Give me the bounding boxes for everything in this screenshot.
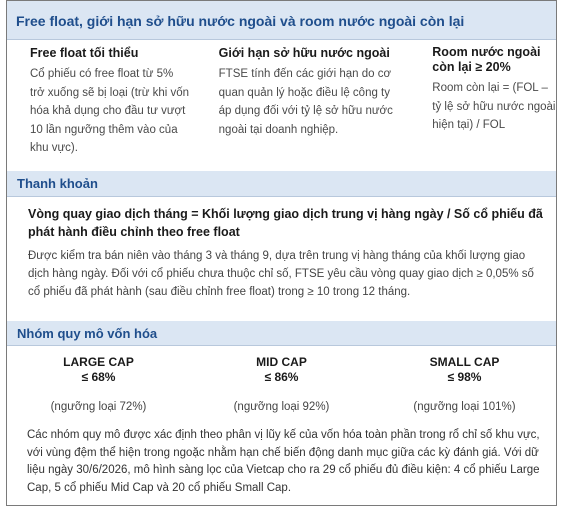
criterion-body: Room còn lại = (FOL – tỷ lệ sở hữu nước ngoài hiện tại) / FOL xyxy=(432,82,556,131)
size-group-name: LARGE CAP xyxy=(63,355,134,369)
size-group-limit: ≤ 68% xyxy=(81,370,116,384)
size-note: Các nhóm quy mô được xác định theo phân vị lũy kế của vốn hóa toàn phần trong rổ chỉ số khu vực, với vùng đệm thể hiện trong ngoặc nhằm hạn chế biến động danh mục giữa các kỳ đánh giá. Với dữ liệu ngày 30/6/2026, mô hình sàng lọc của Vietcap cho ra 29 cổ phiếu đủ điều kiện: 4 cổ phiếu Large Cap, 5 cổ phiếu Mid Cap và 20 cổ phiếu Small Cap. xyxy=(27,429,540,494)
criterion-body: Cổ phiếu có free float từ 5% trở xuống sẽ bị loại (trừ khi vốn hóa khả dụng cho đầu tư vượt 10 lần ngưỡng thêm vào của khu vực). xyxy=(30,68,190,154)
criterion-heading: Room nước ngoài còn lại ≥ 20% xyxy=(432,45,541,74)
criterion-heading: Giới hạn sở hữu nước ngoài xyxy=(218,46,390,60)
size-group-limit: ≤ 86% xyxy=(264,370,299,384)
size-group-mid xyxy=(190,355,373,414)
criterion-free-float xyxy=(7,45,190,171)
size-group-small xyxy=(373,355,556,414)
section-title-size: Nhóm quy mô vốn hóa xyxy=(7,321,556,346)
size-group-name: MID CAP xyxy=(256,355,307,369)
section-title-liquidity: Thanh khoản xyxy=(7,171,556,197)
criteria-columns xyxy=(7,40,556,171)
criterion-foreign-room xyxy=(394,45,556,171)
size-groups xyxy=(7,346,556,414)
criterion-body: FTSE tính đến các giới hạn do cơ quan quản lý hoặc điều lệ công ty áp dụng đối với tỷ lệ sở hữu nước ngoài tại doanh nghiệp. xyxy=(218,68,393,136)
size-group-threshold: (ngưỡng loại 72%) xyxy=(50,401,147,413)
size-group-name: SMALL CAP xyxy=(429,355,500,369)
size-group-large xyxy=(7,355,190,414)
liquidity-formula: Vòng quay giao dịch tháng = Khối lượng giao dịch trung vị hàng ngày / Số cổ phiếu đã phát hành điều chỉnh theo free float xyxy=(28,207,543,239)
size-group-threshold: (ngưỡng loại 92%) xyxy=(233,401,330,413)
criterion-foreign-limit xyxy=(190,45,395,171)
liquidity-body: Được kiểm tra bán niên vào tháng 3 và tháng 9, dựa trên trung vị hàng tháng của khối lượng giao dịch hàng ngày. Đối với cổ phiếu chưa thuộc chỉ số, FTSE yêu cầu vòng quay giao dịch ≥ 0,05% số cổ phiếu đã phát hành (sau điều chỉnh free float) trong ≥ 10 trong 12 tháng. xyxy=(28,250,534,298)
section-title-free-float: Free float, giới hạn sở hữu nước ngoài và room nước ngoài còn lại xyxy=(7,0,556,40)
liquidity-section xyxy=(7,197,556,321)
criteria-panel xyxy=(6,0,557,506)
size-group-limit: ≤ 98% xyxy=(447,370,482,384)
criterion-heading: Free float tối thiểu xyxy=(30,46,139,60)
size-group-threshold: (ngưỡng loại 101%) xyxy=(413,401,516,413)
